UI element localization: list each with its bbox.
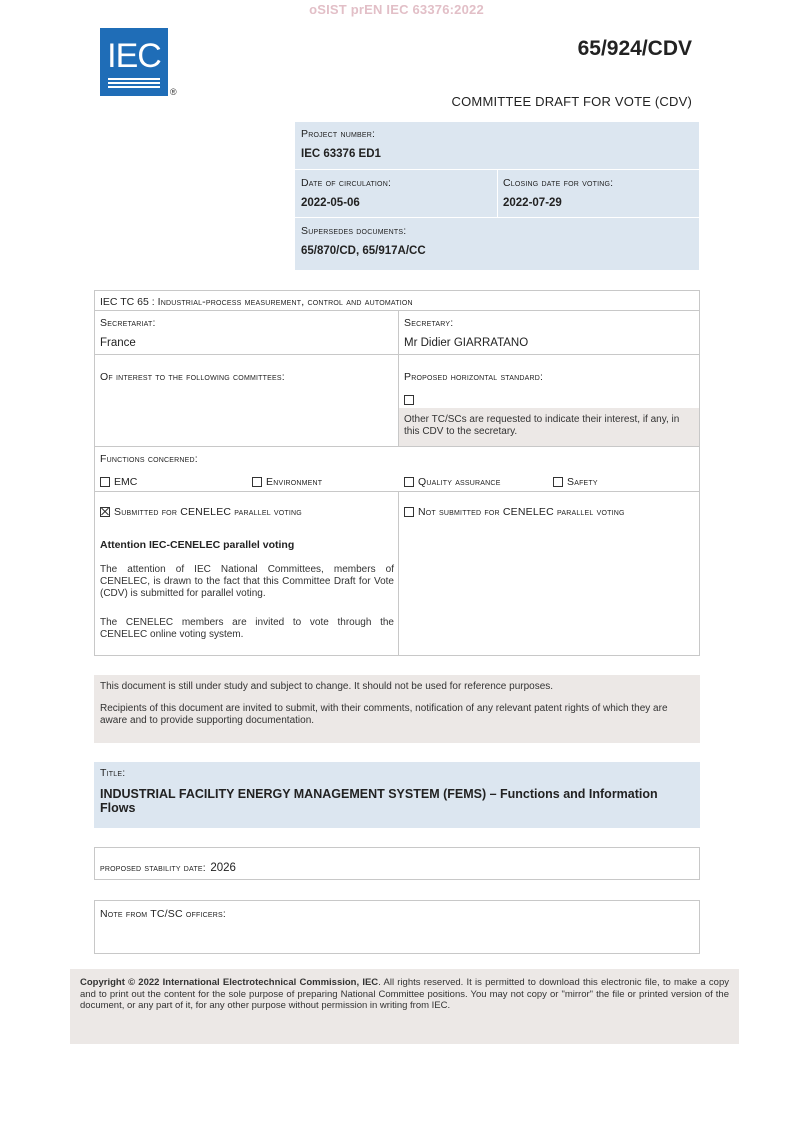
circulation-date-label: Date of circulation: — [301, 177, 392, 189]
divider — [95, 310, 699, 311]
divider — [95, 446, 699, 447]
officers-note-label: Note from TC/SC officers: — [100, 908, 226, 920]
closing-date-value: 2022-07-29 — [503, 197, 562, 209]
project-number-value: IEC 63376 ED1 — [301, 148, 381, 160]
not-submitted-cenelec-label: Not submitted for CENELEC parallel voting — [418, 506, 625, 518]
copyright-text — [80, 977, 729, 1012]
horizontal-standard-label: Proposed horizontal standard: — [404, 371, 544, 383]
document-number: 65/924/CDV — [577, 37, 692, 60]
copyright-block — [70, 969, 739, 1044]
project-number-label: Project number: — [301, 128, 376, 140]
officers-note-box — [94, 900, 700, 954]
secretariat-label: Secretariat: — [100, 317, 156, 329]
checkbox-icon — [404, 395, 414, 405]
divider — [398, 310, 399, 354]
function-safety-label: Safety — [567, 476, 598, 488]
checkbox-icon — [553, 477, 563, 487]
submitted-cenelec[interactable] — [100, 502, 302, 520]
checkbox-icon — [252, 477, 262, 487]
checkbox-icon — [404, 507, 414, 517]
divider — [95, 491, 699, 492]
committee-name: Industrial-process measurement, control and automation — [157, 296, 413, 308]
watermark: oSIST prEN IEC 63376:2022 — [309, 2, 484, 17]
divider — [95, 354, 699, 355]
function-environment[interactable] — [252, 472, 322, 490]
checked-box-icon — [100, 507, 110, 517]
supersedes-label: Supersedes documents: — [301, 225, 407, 237]
circulation-date-value: 2022-05-06 — [301, 197, 360, 209]
title-block — [94, 762, 700, 828]
stability-row — [100, 858, 236, 876]
secretary-value: Mr Didier GIARRATANO — [404, 337, 529, 349]
attention-paragraph-2: The CENELEC members are invited to vote through the CENELEC online voting system. — [100, 617, 394, 640]
logo-line — [108, 78, 160, 80]
logo-text: IEC — [107, 37, 161, 75]
divider — [295, 217, 699, 218]
title-label: Title: — [100, 767, 126, 779]
closing-date-label: Closing date for voting: — [503, 177, 614, 189]
committee-title — [100, 296, 413, 308]
logo-line — [108, 86, 160, 88]
stability-box — [94, 847, 700, 880]
function-environment-label: Environment — [266, 476, 323, 488]
notice-line-2: Recipients of this document are invited to submit, with their comments, notification of any relevant patent rights of which they are aware and to provide supporting documentation. — [100, 703, 668, 726]
project-info-block — [295, 122, 699, 270]
attention-title: Attention IEC-CENELEC parallel voting — [100, 539, 295, 551]
divider — [497, 169, 498, 217]
functions-label: Functions concerned: — [100, 453, 198, 465]
not-submitted-cenelec[interactable] — [404, 502, 625, 520]
horizontal-standard-checkbox[interactable] — [404, 390, 418, 408]
notice-block — [94, 675, 700, 743]
function-emc[interactable] — [100, 472, 137, 490]
notice-line-1: This document is still under study and subject to change. It should not be used for reference purposes. — [100, 681, 554, 692]
logo-line — [108, 82, 160, 84]
stability-label: proposed stability date: — [100, 862, 206, 874]
secretariat-value: France — [100, 337, 136, 349]
copyright-rest: . All rights reserved. It is permitted to download this electronic file, to make a copy and to print out the content for the sole purpose of preparing National Committee positions. You may not copy or "mirror" the file or printed version of the document, or any part of it, for any other purpose without permission in writing from IEC. — [80, 977, 729, 1011]
committee-prefix: IEC TC 65 : — [100, 296, 158, 308]
function-quality[interactable] — [404, 472, 501, 490]
document-type: COMMITTEE DRAFT FOR VOTE (CDV) — [451, 94, 692, 109]
function-quality-label: Quality assurance — [418, 476, 501, 488]
committee-table — [94, 290, 700, 656]
iec-logo — [100, 28, 168, 96]
function-safety[interactable] — [553, 472, 598, 490]
horizontal-note: Other TC/SCs are requested to indicate their interest, if any, in this CDV to the secretary. — [404, 414, 680, 437]
checkbox-icon — [100, 477, 110, 487]
copyright-bold: Copyright © 2022 International Electrotechnical Commission, IEC — [80, 977, 379, 988]
document-title: INDUSTRIAL FACILITY ENERGY MANAGEMENT SYSTEM (FEMS) – Functions and Information Flows — [100, 787, 658, 815]
interest-label: Of interest to the following committees: — [100, 371, 285, 383]
registered-mark: ® — [170, 87, 177, 97]
stability-value: 2026 — [210, 862, 236, 874]
supersedes-value: 65/870/CD, 65/917A/CC — [301, 245, 426, 257]
checkbox-icon — [404, 477, 414, 487]
submitted-cenelec-label: Submitted for CENELEC parallel voting — [114, 506, 302, 518]
divider — [398, 491, 399, 655]
function-emc-label: EMC — [114, 476, 138, 488]
attention-paragraph-1: The attention of IEC National Committees, members of CENELEC, is drawn to the fact that this Committee Draft for Vote (CDV) is submitted for parallel voting. — [100, 564, 394, 599]
secretary-label: Secretary: — [404, 317, 454, 329]
